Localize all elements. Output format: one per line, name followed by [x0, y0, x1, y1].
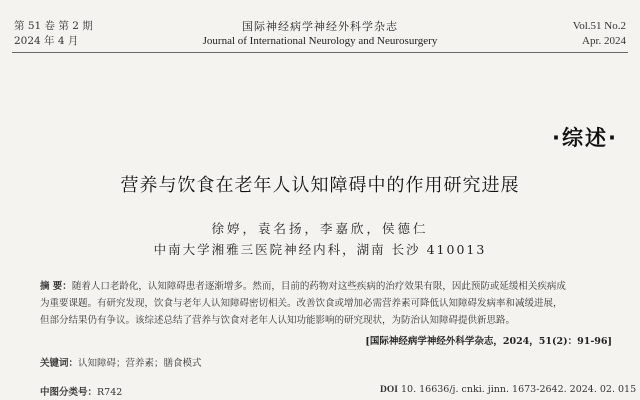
- article-title: 营养与饮食在老年人认知障碍中的作用研究进展: [120, 175, 520, 196]
- citation: [国际神经病学神经外科学杂志，2024，51(2)：91-96]: [365, 336, 612, 347]
- author-affiliation: 中南大学湘雅三医院神经内科，湖南 长沙 410013: [153, 242, 487, 257]
- issue-date-en: Apr. 2024: [582, 35, 626, 47]
- journal-header: [0, 19, 640, 49]
- doi-label: DOI: [380, 385, 398, 395]
- clc-text: R742: [97, 387, 123, 398]
- abstract-text-1: 随着人口老龄化，认知障碍患者逐渐增多。然而，目前的药物对这些疾病的治疗效果有限，因此预防或延缓相关疾病成: [71, 281, 566, 292]
- abstract-line-1: [40, 278, 620, 295]
- header-rule: [12, 52, 628, 53]
- volume-issue: 第 51 卷 第 2 期: [14, 20, 93, 32]
- section-label: ·综述·: [552, 126, 618, 150]
- clc-label: 中图分类号：: [40, 387, 98, 398]
- keywords: [40, 355, 202, 369]
- abstract-label: 摘 要：: [40, 281, 72, 292]
- volume-number-en: Vol.51 No.2: [572, 20, 626, 32]
- journal-title-en: Journal of International Neurology and Neurosurgery: [202, 35, 438, 47]
- volume-info-en: [573, 19, 626, 49]
- doi-text: 10. 16636/j. cnki. jinn. 1673-2642. 2024. 02. 015: [400, 384, 637, 395]
- classification-number: [40, 384, 122, 398]
- abstract-line-3: 但部分结果仍有争议。该综述总结了营养与饮食对老年人认知功能影响的研究现状，为防治认知障碍提供新思路。: [40, 315, 516, 326]
- doi: [380, 384, 636, 395]
- issue-date: 2024 年 4 月: [14, 35, 79, 47]
- journal-title-cn: 国际神经病学神经外科学杂志: [242, 20, 398, 33]
- keywords-text: 认知障碍；营养素；膳食模式: [78, 358, 202, 369]
- author-list: 徐婷，袁名扬，李嘉欣，侯德仁: [211, 221, 429, 236]
- keywords-label: 关键词：: [40, 358, 79, 369]
- abstract: [40, 278, 620, 329]
- abstract-line-2: 为重要课题。有研究发现，饮食与老年人认知障碍密切相关。改善饮食或增加必需营养素可降低认知障碍发病率和减缓进展，: [40, 298, 563, 309]
